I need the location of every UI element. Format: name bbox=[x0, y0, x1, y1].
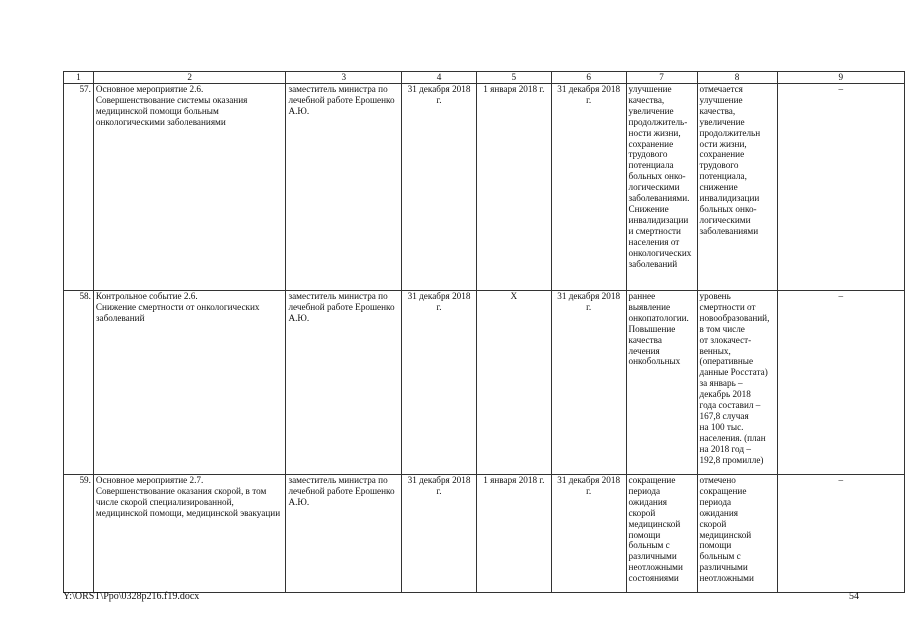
event-cell: Контрольное событие 2.6. Снижение смертности от онкологических заболеваний bbox=[93, 291, 286, 475]
end-date-cell: 31 декабря 2018 г. bbox=[551, 291, 626, 475]
problems-cell: – bbox=[777, 84, 905, 291]
table-row bbox=[64, 291, 905, 475]
expected-result-cell: сокращение периода ожидания скорой медицинской помощи больным с различными неотложными состояниями bbox=[626, 475, 697, 593]
problems-cell: – bbox=[777, 291, 905, 475]
responsible-cell: заместитель министра по лечебной работе Ерошенко А.Ю. bbox=[286, 84, 402, 291]
table-row bbox=[64, 84, 905, 291]
problems-cell: – bbox=[777, 475, 905, 593]
column-header: 9 bbox=[777, 72, 905, 84]
start-date-cell: Х bbox=[476, 291, 551, 475]
column-header: 8 bbox=[697, 72, 777, 84]
planned-date-cell: 31 декабря 2018 г. bbox=[402, 84, 477, 291]
document-path: Y:\ORST\Ppo\0328p216.f19.docx bbox=[63, 591, 200, 602]
responsible-cell: заместитель министра по лечебной работе Ерошенко А.Ю. bbox=[286, 291, 402, 475]
column-header: 1 bbox=[64, 72, 94, 84]
row-number: 59. bbox=[64, 475, 94, 593]
start-date-cell: 1 января 2018 г. bbox=[476, 84, 551, 291]
actual-result-cell: отмечено сокращение периода ожидания скорой медицинской помощи больным с различными неотложными bbox=[697, 475, 777, 593]
actual-result-cell: отмечается улучшение качества, увеличение продолжительн ости жизни, сохранение трудового потенциала, снижение инвалидизации больных онко- логическими заболеваниями bbox=[697, 84, 777, 291]
column-header: 5 bbox=[476, 72, 551, 84]
event-cell: Основное мероприятие 2.6. Совершенствование системы оказания медицинской помощи больным онкологическими заболеваниями bbox=[93, 84, 286, 291]
end-date-cell: 31 декабря 2018 г. bbox=[551, 84, 626, 291]
column-header: 7 bbox=[626, 72, 697, 84]
page-number: 54 bbox=[849, 591, 859, 602]
expected-result-cell: улучшение качества, увеличение продолжитель- ности жизни, сохранение трудового потенциала больных онко- логическими заболеваниями. Снижение инвалидизации и смертности населения от онкологических заболеваний bbox=[626, 84, 697, 291]
column-header: 6 bbox=[551, 72, 626, 84]
column-number-row bbox=[64, 72, 905, 84]
report-table bbox=[63, 71, 905, 593]
responsible-cell: заместитель министра по лечебной работе Ерошенко А.Ю. bbox=[286, 475, 402, 593]
planned-date-cell: 31 декабря 2018 г. bbox=[402, 291, 477, 475]
column-header: 4 bbox=[402, 72, 477, 84]
row-number: 58. bbox=[64, 291, 94, 475]
actual-result-cell: уровень смертности от новообразований, в том числе от злокачест- венных, (оперативные данные Росстата) за январь – декабрь 2018 года составил – 167,8 случая на 100 тыс. населения. (план на 2018 год – 192,8 промилле) bbox=[697, 291, 777, 475]
column-header: 3 bbox=[286, 72, 402, 84]
expected-result-cell: раннее выявление онкопатологии. Повышение качества лечения онкобольных bbox=[626, 291, 697, 475]
column-header: 2 bbox=[93, 72, 286, 84]
table-row bbox=[64, 475, 905, 593]
row-number: 57. bbox=[64, 84, 94, 291]
planned-date-cell: 31 декабря 2018 г. bbox=[402, 475, 477, 593]
start-date-cell: 1 января 2018 г. bbox=[476, 475, 551, 593]
event-cell: Основное мероприятие 2.7. Совершенствование оказания скорой, в том числе скорой специализированной, медицинской помощи, медицинской эвакуации bbox=[93, 475, 286, 593]
end-date-cell: 31 декабря 2018 г. bbox=[551, 475, 626, 593]
